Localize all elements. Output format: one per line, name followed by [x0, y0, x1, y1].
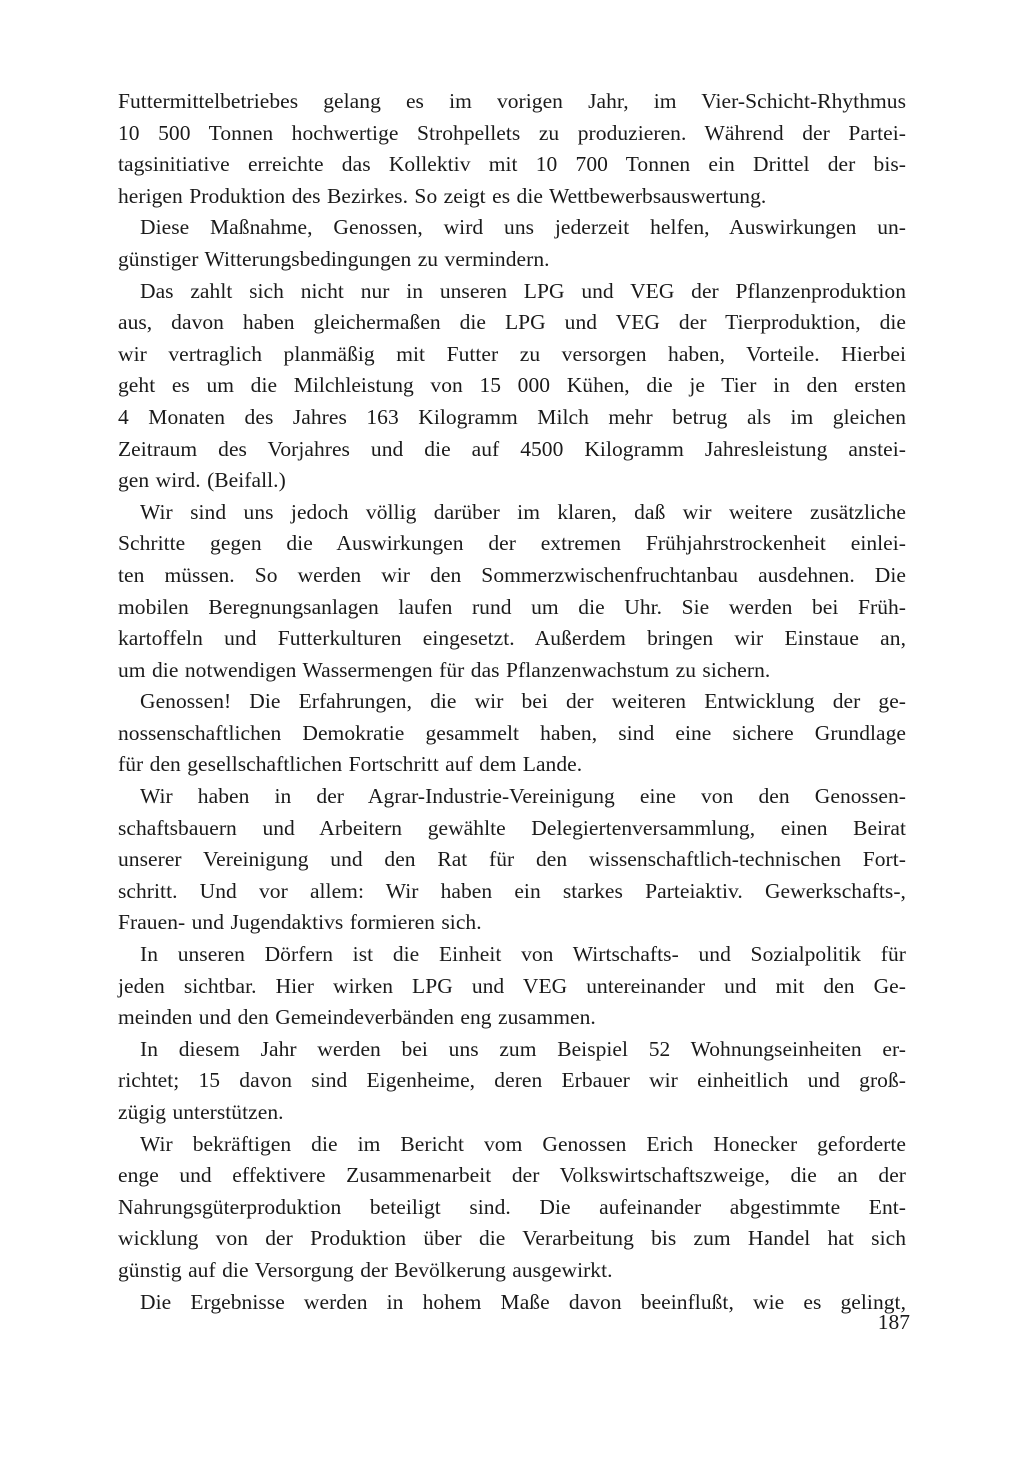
text-line: meinden und den Gemeindeverbänden eng zusammen. [118, 1005, 596, 1030]
text-line: aus, davon haben gleichermaßen die LPG und VEG der Tierproduktion, die [118, 310, 906, 335]
text-line: Nahrungsgüterproduktion beteiligt sind. Die aufeinander abgestimmte Ent- [118, 1194, 906, 1219]
text-line: schritt. Und vor allem: Wir haben ein starkes Parteiaktiv. Gewerkschafts-, [118, 878, 906, 903]
text-line: 4 Monaten des Jahres 163 Kilogramm Milch mehr betrug als im gleichen [118, 404, 906, 429]
text-line: ten müssen. So werden wir den Sommerzwischenfruchtanbau ausdehnen. Die [118, 562, 906, 587]
paragraph [118, 686, 906, 781]
paragraph [118, 212, 906, 275]
paragraph [118, 1034, 906, 1129]
body-text [118, 86, 906, 1318]
text-line: Zeitraum des Vorjahres und die auf 4500 Kilogramm Jahresleistung anstei- [118, 436, 906, 461]
text-line: Wir sind uns jedoch völlig darüber im klaren, daß wir weitere zusätzliche [140, 499, 906, 524]
text-line: wir vertraglich planmäßig mit Futter zu versorgen haben, Vorteile. Hierbei [118, 341, 906, 366]
paragraph [118, 1287, 906, 1319]
text-line: Das zahlt sich nicht nur in unseren LPG und VEG der Pflanzenproduktion [140, 278, 906, 303]
paragraph [118, 86, 906, 212]
paragraph [118, 276, 906, 497]
text-line: Die Ergebnisse werden in hohem Maße davon beeinflußt, wie es gelingt, [140, 1289, 906, 1314]
text-line: Futtermittelbetriebes gelang es im vorigen Jahr, im Vier-Schicht-Rhythmus [118, 89, 906, 113]
text-line: zügig unterstützen. [118, 1100, 284, 1124]
text-line: Wir haben in der Agrar-Industrie-Vereinigung eine von den Genossen- [140, 784, 906, 809]
text-line: 10 500 Tonnen hochwertige Strohpellets zu produzieren. Während der Partei- [118, 120, 906, 145]
text-line: richtet; 15 davon sind Eigenheime, deren Erbauer wir einheitlich und groß- [118, 1068, 906, 1093]
text-line: In diesem Jahr werden bei uns zum Beispiel 52 Wohnungseinheiten er- [140, 1036, 906, 1061]
text-line: wicklung von der Produktion über die Verarbeitung bis zum Handel hat sich [118, 1226, 906, 1251]
text-line: geht es um die Milchleistung von 15 000 Kühen, die je Tier in den ersten [118, 373, 906, 398]
text-line: Schritte gegen die Auswirkungen der extremen Frühjahrstrockenheit einlei- [118, 531, 906, 556]
paragraph [118, 939, 906, 1034]
text-line: In unseren Dörfern ist die Einheit von Wirtschafts- und Sozialpolitik für [140, 942, 906, 967]
page-number: 187 [877, 1310, 910, 1334]
paragraph [118, 781, 906, 939]
text-line: für den gesellschaftlichen Fortschritt auf dem Lande. [118, 752, 583, 777]
text-line: herigen Produktion des Bezirkes. So zeigt es die Wettbewerbsauswertung. [118, 183, 767, 208]
paragraph [118, 497, 906, 687]
text-line: Wir bekräftigen die im Bericht vom Genossen Erich Honecker geforderte [140, 1131, 906, 1156]
text-line: nossenschaftlichen Demokratie gesammelt haben, sind eine sichere Grundlage [118, 720, 906, 745]
text-line: günstiger Witterungsbedingungen zu vermindern. [118, 246, 550, 271]
text-line: günstig auf die Versorgung der Bevölkerung ausgewirkt. [118, 1257, 613, 1282]
text-line: jeden sichtbar. Hier wirken LPG und VEG untereinander und mit den Ge- [118, 973, 906, 998]
text-line: mobilen Beregnungsanlagen laufen rund um die Uhr. Sie werden bei Früh- [118, 594, 906, 619]
text-line: enge und effektivere Zusammenarbeit der Volkswirtschaftszweige, die an der [118, 1163, 906, 1188]
text-line: Diese Maßnahme, Genossen, wird uns jederzeit helfen, Auswirkungen un- [140, 215, 906, 240]
paragraph [118, 1129, 906, 1287]
text-line: kartoffeln und Futterkulturen eingesetzt. Außerdem bringen wir Einstaue an, [118, 626, 906, 651]
text-line: Genossen! Die Erfahrungen, die wir bei der weiteren Entwicklung der ge- [140, 689, 906, 714]
text-line: unserer Vereinigung und den Rat für den wissenschaftlich-technischen Fort- [118, 847, 906, 872]
text-line: schaftsbauern und Arbeitern gewählte Delegiertenversammlung, einen Beirat [118, 815, 906, 840]
text-line: gen wird. (Beifall.) [118, 468, 286, 493]
text-line: Frauen- und Jugendaktivs formieren sich. [118, 910, 482, 935]
text-line: tagsinitiative erreichte das Kollektiv mit 10 700 Tonnen ein Drittel der bis- [118, 152, 906, 177]
text-line: um die notwendigen Wassermengen für das Pflanzenwachstum zu sichern. [118, 657, 771, 682]
